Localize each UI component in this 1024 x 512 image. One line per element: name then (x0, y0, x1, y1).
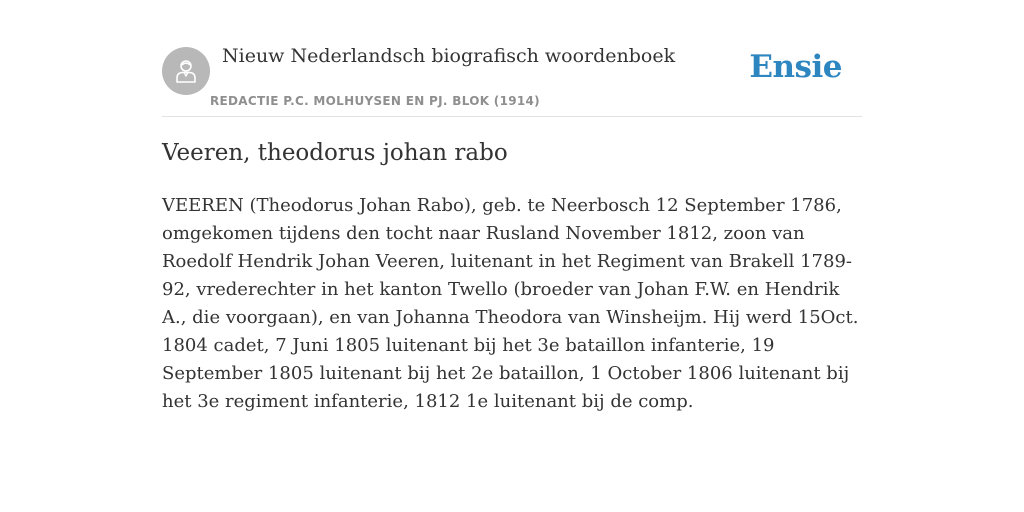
source-editors: REDACTIE P.C. MOLHUYSEN EN PJ. BLOK (1914) (210, 94, 540, 108)
ensie-logo[interactable]: Ensie (749, 49, 842, 85)
source-title[interactable]: Nieuw Nederlandsch biografisch woordenboek (222, 45, 676, 67)
user-icon (172, 57, 200, 85)
source-header (162, 0, 862, 117)
entry-title: Veeren, theodorus johan rabo (162, 140, 508, 166)
author-avatar[interactable] (162, 47, 210, 95)
entry-body: VEEREN (Theodorus Johan Rabo), geb. te Neerbosch 12 September 1786, omgekomen tijdens den tocht naar Rusland November 1812, zoon van Roedolf Hendrik Johan Veeren, luitenant in het Regiment van Brakell 1789-92, vrederechter in het kanton Twello (broeder van Johan F.W. en Hendrik A., die voorgaan), en van Johanna Theodora van Winsheijm. Hij werd 15Oct. 1804 cadet, 7 Juni 1805 luitenant bij het 3e bataillon infanterie, 19 September 1805 luitenant bij het 2e bataillon, 1 October 1806 luitenant bij het 3e regiment infanterie, 1812 1e luitenant bij de comp. (162, 195, 859, 412)
entry-card (162, 0, 862, 512)
